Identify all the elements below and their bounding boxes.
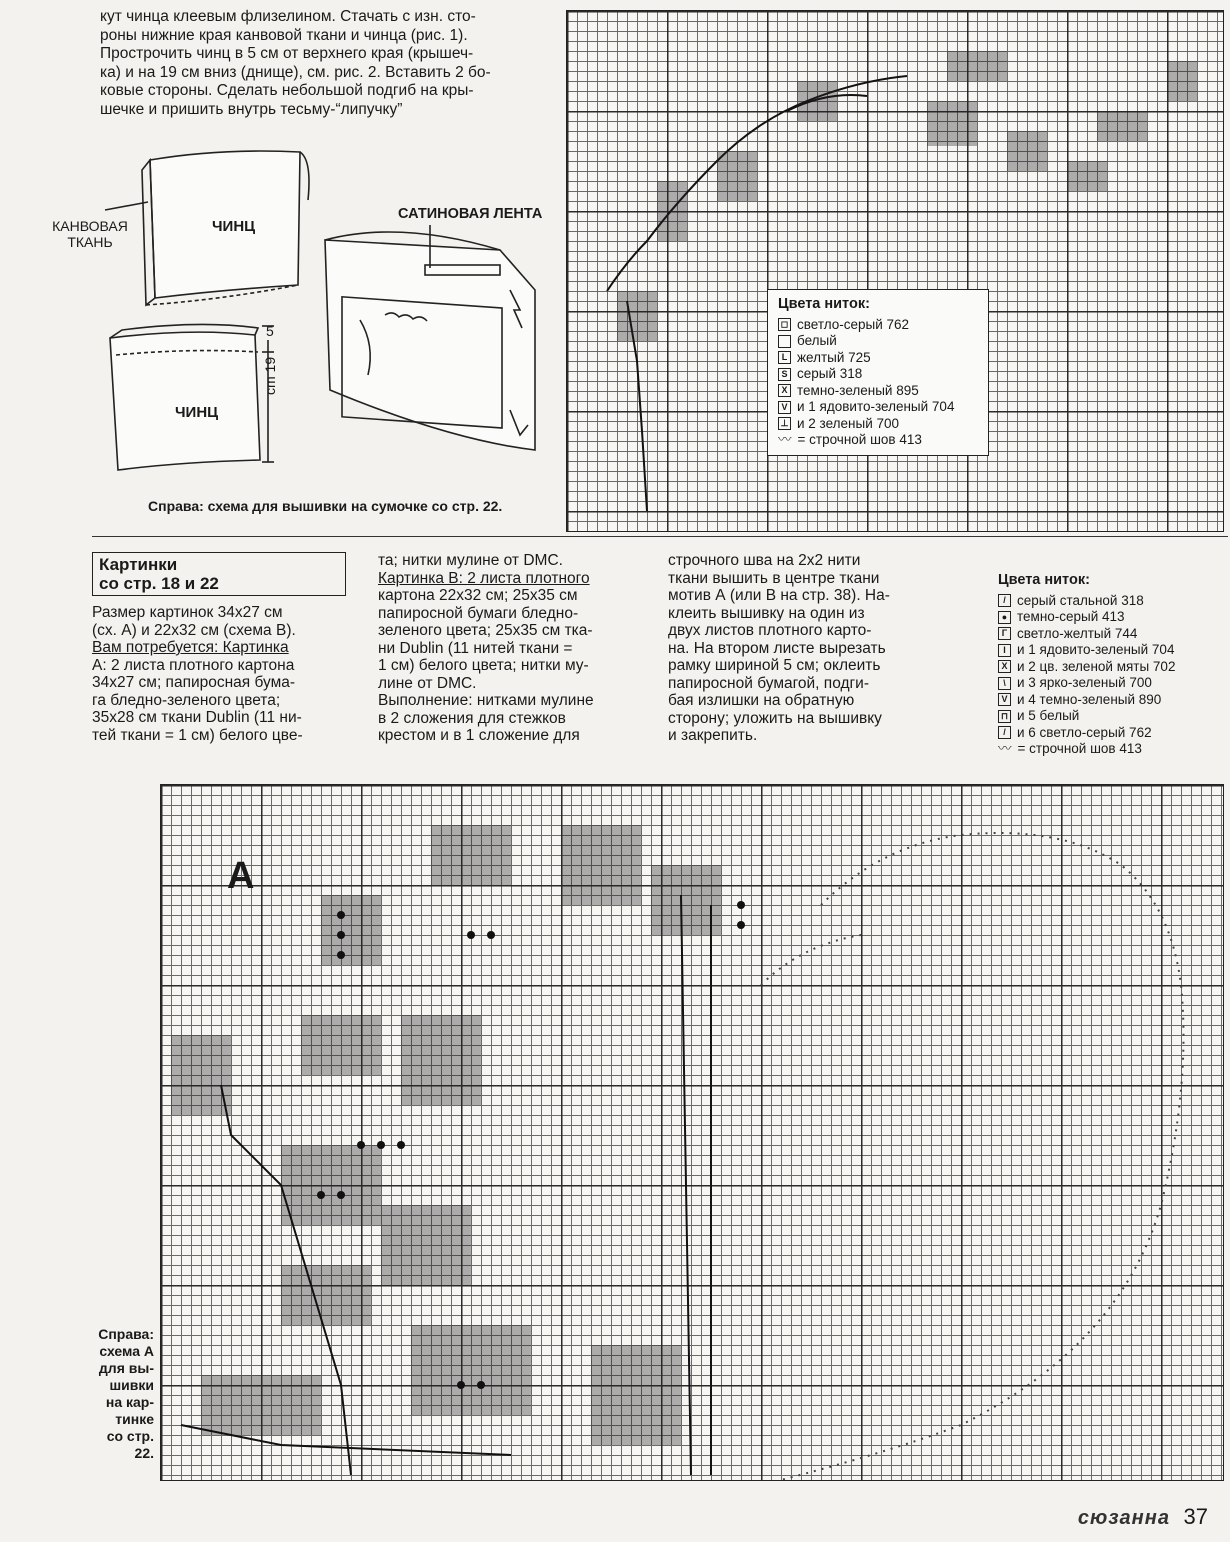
legend-label: и 5 белый: [1017, 708, 1080, 723]
text-line: крестом и в 1 сложение для: [378, 727, 580, 744]
legend-item: [998, 642, 1213, 659]
legend-label: и 3 ярко-зеленый 700: [1017, 675, 1152, 690]
legend-item: [998, 675, 1213, 692]
legend-item: [778, 383, 978, 400]
caption-line: Справа:: [98, 1326, 154, 1342]
legend-picture-colors: [998, 572, 1213, 758]
symbol-icon: Γ: [998, 627, 1011, 640]
text-line: га бледно-зеленого цвета;: [92, 691, 281, 709]
article-column-2: [378, 552, 638, 745]
legend-item: [778, 333, 978, 350]
text-line: в 2 сложения для стежков: [378, 709, 566, 727]
label-satin-ribbon: САТИНОВАЯ ЛЕНТА: [398, 206, 543, 222]
wave-icon: 〰: [778, 432, 792, 447]
chart-a-motif: [161, 785, 1223, 1480]
intro-line: кут чинца клеевым флизелином. Стачать с изн. сто-: [100, 8, 476, 25]
legend-item: [778, 317, 978, 334]
text-line: Картинка В: 2 листа плотного: [378, 569, 590, 587]
intro-line: ка) и на 19 см вниз (днище), см. рис. 2. Вставить 2 бо-: [100, 63, 491, 81]
brand-name: сюзанна: [1077, 1507, 1170, 1529]
legend-stitch: [778, 432, 978, 449]
caption-top: Справа: схема для вышивки на сумочке со стр. 22.: [148, 498, 503, 514]
symbol-icon: ⊥: [778, 417, 791, 430]
text-line: 34х27 см; папиросная бума-: [92, 674, 296, 691]
text-line: ни Dublin (11 нитей ткани =: [378, 639, 573, 657]
caption-line: со стр.: [106, 1428, 154, 1444]
text-line: клеить вышивку на один из: [668, 604, 865, 622]
chart-letter: А: [227, 855, 255, 897]
legend-item: [998, 659, 1213, 676]
symbol-icon: /: [998, 726, 1011, 739]
intro-line: шечке и пришить внутрь тесьму-“липучку”: [100, 100, 403, 118]
symbol-icon: L: [778, 351, 791, 364]
legend-label: серый стальной 318: [1017, 592, 1144, 608]
legend-label: темно-зеленый 895: [797, 382, 919, 398]
text-line: папиросной бумаги бледно-: [378, 604, 579, 622]
legend-label: = строчной шов 413: [1017, 741, 1142, 756]
section-divider: [92, 536, 1228, 537]
caption-bottom: [76, 1326, 154, 1462]
article-column-3: [668, 552, 928, 745]
symbol-icon: X: [998, 660, 1011, 673]
text-line: и закрепить.: [668, 727, 758, 744]
legend-label: и 1 ядовито-зеленый 704: [797, 399, 955, 414]
caption-line: шивки: [109, 1377, 154, 1393]
legend-label: и 2 зеленый 700: [797, 415, 900, 431]
text-line: Выполнение: нитками мулине: [378, 692, 594, 709]
symbol-icon: [778, 335, 791, 348]
figure-3-drawing: [325, 225, 535, 450]
symbol-icon: ●: [998, 611, 1011, 624]
heading-line: со стр. 18 и 22: [99, 574, 219, 593]
legend-item: [998, 593, 1213, 610]
symbol-icon: /: [998, 594, 1011, 607]
symbol-icon: X: [778, 384, 791, 397]
text-line: та; нитки мулине от DMC.: [378, 552, 563, 569]
caption-line: тинке: [115, 1411, 154, 1427]
intro-text: [100, 8, 550, 119]
symbol-icon: S: [778, 368, 791, 381]
symbol-icon: V: [778, 401, 791, 414]
legend-item: [998, 609, 1213, 626]
caption-line: 22.: [134, 1445, 154, 1461]
legend-item: [998, 692, 1213, 709]
caption-line: для вы-: [98, 1360, 154, 1376]
caption-line: на кар-: [105, 1394, 154, 1410]
legend-label: светло-желтый 744: [1017, 625, 1138, 641]
legend-label: и 4 темно-зеленый 890: [1017, 691, 1162, 707]
text-line: строчного шва на 2х2 нити: [668, 552, 861, 569]
legend-item: [778, 366, 978, 383]
legend-item: [778, 416, 978, 433]
sewing-illustrations: [30, 140, 570, 490]
legend-item: [998, 708, 1213, 725]
symbol-icon: I: [998, 644, 1011, 657]
heading-line: Картинки: [99, 555, 178, 574]
text-line: тей ткани = 1 см) белого цве-: [92, 726, 303, 744]
legend-item: [778, 399, 978, 416]
symbol-icon: \: [998, 677, 1011, 690]
text-line: (сх. А) и 22х32 см (схема В).: [92, 621, 296, 639]
text-line: картона 22х32 см; 25х35 см: [378, 587, 578, 604]
embroidery-chart-a: [160, 784, 1224, 1481]
text-line: папиросной бумагой, подги-: [668, 674, 869, 692]
text-line: зеленого цвета; 25х35 см тка-: [378, 622, 593, 639]
legend-title: Цвета ниток:: [998, 572, 1090, 588]
legend-label: белый: [797, 333, 837, 348]
text-line: А: 2 листа плотного картона: [92, 656, 295, 674]
legend-item: [998, 626, 1213, 643]
wave-icon: 〰: [998, 741, 1012, 756]
intro-line: роны нижние края канвовой ткани и чинца (рис. 1).: [100, 26, 468, 44]
legend-stitch: [998, 741, 1213, 758]
legend-title: Цвета ниток:: [778, 296, 870, 312]
text-line: двух листов плотного карто-: [668, 622, 872, 639]
legend-item: [998, 725, 1213, 742]
intro-line: ковые стороны. Сделать небольшой подгиб на кры-: [100, 82, 474, 99]
text-line: бая излишки на обратную: [668, 692, 855, 709]
text-line: ткани вышить в центре ткани: [668, 569, 880, 587]
legend-label: и 1 ядовито-зеленый 704: [1017, 642, 1175, 657]
intro-line: Прострочить чинц в 5 см от верхнего края (крышеч-: [100, 45, 474, 62]
caption-line: схема А: [99, 1343, 154, 1359]
label-canvas-fabric: КАНВОВАЯ ТКАНЬ: [52, 218, 128, 250]
legend-label: темно-серый 413: [1017, 609, 1125, 624]
legend-label: серый 318: [797, 366, 863, 381]
text-line: рамку шириной 5 см; оклеить: [668, 657, 881, 674]
label-chintz-1: ЧИНЦ: [212, 218, 256, 235]
figure-2-drawing: [110, 324, 274, 470]
page-footer: [1078, 1504, 1208, 1530]
text-line: лине от DMC.: [378, 674, 477, 692]
legend-label: желтый 725: [797, 349, 871, 365]
text-line: сторону; уложить на вышивку: [668, 709, 882, 727]
article-column-1: [92, 552, 342, 744]
text-line: Вам потребуется: Картинка: [92, 639, 289, 656]
legend-label: светло-серый 762: [797, 316, 910, 332]
dimension-5: 5: [266, 323, 274, 339]
dimension-19: cm 19: [262, 356, 278, 395]
symbol-icon: V: [998, 693, 1011, 706]
text-line: 35х28 см ткани Dublin (11 ни-: [92, 709, 302, 726]
text-line: на. На втором листе вырезать: [668, 639, 886, 657]
legend-label: и 6 светло-серый 762: [1017, 724, 1152, 740]
symbol-icon: ⊓: [998, 710, 1011, 723]
text-line: 1 см) белого цвета; нитки му-: [378, 657, 589, 674]
page-number: 37: [1183, 1504, 1208, 1529]
text-line: Размер картинок 34х27 см: [92, 604, 283, 621]
embroidery-chart-bag: [566, 10, 1224, 532]
legend-label: = строчной шов 413: [797, 432, 922, 447]
legend-item: [778, 350, 978, 367]
text-line: мотив А (или В на стр. 38). На-: [668, 587, 890, 604]
section-heading: [92, 552, 346, 596]
symbol-icon: ◻: [778, 318, 791, 331]
legend-bag-colors: [767, 289, 989, 456]
label-chintz-2: ЧИНЦ: [175, 404, 219, 421]
legend-label: и 2 цв. зеленой мяты 702: [1017, 658, 1176, 674]
